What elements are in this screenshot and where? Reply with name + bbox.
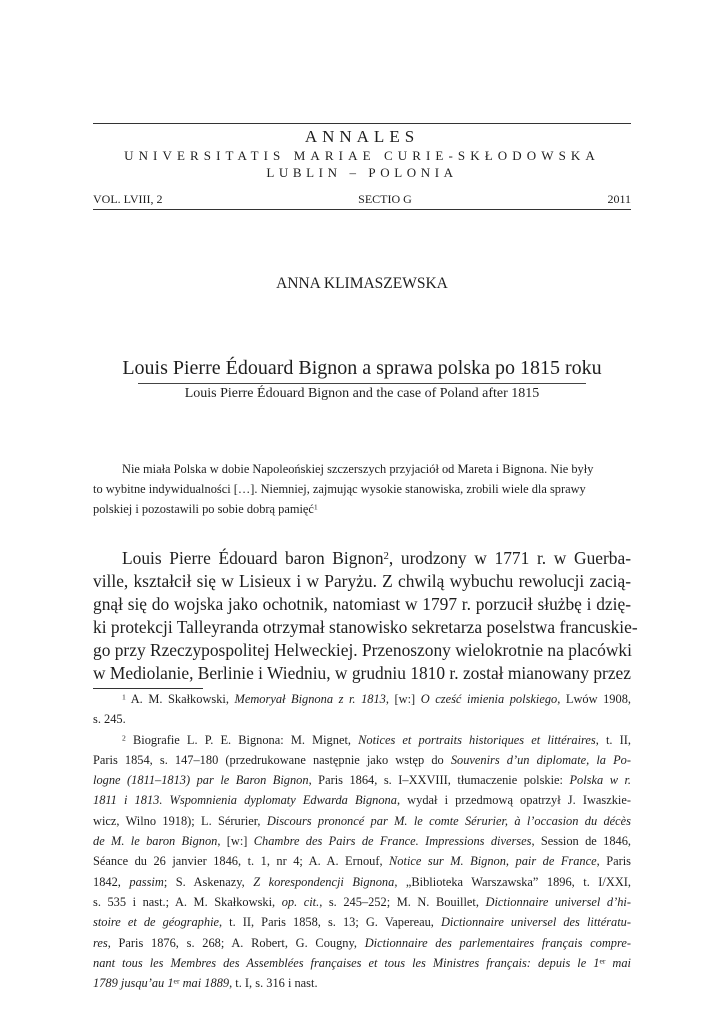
footnote-text: Dictionnaire universel des littératu- [440, 915, 631, 930]
footnote-superscript: er [599, 956, 606, 966]
footnote-text: 1842, [93, 874, 130, 889]
footnote-text: , Paris [596, 854, 631, 869]
footnote-text: , t. I, s. 316 i nast. [229, 976, 318, 991]
footnote-text: Biografie L. P. E. Bignona: M. Mignet, [125, 732, 359, 747]
footnote-text: Polska w r. [569, 773, 631, 788]
header-top-rule [93, 123, 631, 124]
body-line: gnął się do wojska jako ochotnik, natomiast w 1797 r. porzucił służbę i dzię- [93, 594, 631, 614]
epigraph-line [93, 499, 631, 519]
footnote-text: 1789 jusqu’au 1 [93, 976, 174, 991]
footnote-text: res [93, 935, 108, 950]
footnote-line [93, 730, 631, 750]
footnote-text: , s. 245–252; M. N. Bouillet, [319, 894, 486, 909]
footnote-text: mai [605, 955, 631, 970]
body-line: w Mediolanie, Berlinie i Wiedniu, w grudniu 1810 r. został mianowany przez [93, 663, 631, 683]
body-line: go przy Rzeczypospolitej Helweckiej. Przenoszony wielokrotnie na placówki [93, 640, 632, 660]
footnote-text: , Paris 1876, s. 268; A. Robert, G. Cougny, [107, 935, 365, 950]
journal-title: ANNALES [304, 127, 420, 146]
footnote-line [93, 770, 631, 790]
article-author: ANNA KLIMASZEWSKA [276, 275, 448, 292]
body-line [93, 547, 631, 570]
footnote-text: op. cit. [281, 894, 320, 909]
footnote-line [93, 953, 631, 973]
footnote-superscript: er [173, 976, 180, 986]
footnote-line [93, 872, 631, 892]
footnote-line [93, 912, 631, 932]
footnote-text: , Session de 1846, [531, 834, 632, 849]
footnote-ref: 2 [383, 550, 389, 563]
epigraph-line: Nie miała Polska w dobie Napoleońskiej szczerszych przyjaciół od Mareta i Bignona. Nie były [122, 462, 594, 476]
article-title-english: Louis Pierre Édouard Bignon and the case of Poland after 1815 [184, 386, 540, 401]
body-text-run: Louis Pierre Édouard baron Bignon [122, 548, 384, 568]
footnote-text: 1811 i 1813. Wspomnienia dyplomaty Edwarda Bignona [93, 793, 397, 808]
footnotes [93, 689, 631, 993]
article-title-polish: Louis Pierre Édouard Bignon a sprawa polska po 1815 roku [122, 357, 602, 379]
body-text-run: , urodzony w 1771 r. w Guerba- [388, 548, 631, 568]
footnote-line [93, 892, 631, 912]
footnote-text: Chambre des Pairs de France. Impressions diverses [253, 834, 532, 849]
footnote-text: logne (1811–1813) par le Baron Bignon [93, 773, 309, 788]
footnote-text: , [w:] [217, 834, 254, 849]
title-divider [138, 383, 586, 384]
footnote-text: passim [129, 874, 164, 889]
footnote-text: Memoryał Bignona z r. 1813 [234, 692, 386, 706]
footnote-text: Dictionnaire universel d’hi- [485, 894, 631, 909]
issue-meta-row [93, 191, 631, 207]
footnote-text: ; S. Askenazy, [163, 874, 254, 889]
footnote-ref: 1 [313, 502, 318, 512]
section-label: SECTIO G [358, 192, 412, 206]
footnote-text: Souvenirs d’un diplomate, la Po- [450, 752, 631, 767]
footnote-text: de M. le baron Bignon [93, 834, 218, 849]
footnote-text: Discours prononcé par M. le comte Sérurier, à l’occasion du décès [266, 813, 631, 828]
header-bottom-rule [93, 209, 631, 210]
footnote-line: s. 245. [93, 712, 126, 727]
body-paragraph [93, 547, 638, 685]
volume-label: VOL. LVIII, 2 [93, 192, 163, 206]
epigraph-text: polskiej i pozostawili po sobie dobrą pamięć [93, 502, 314, 516]
footnote-text: Z korespondencji Bignona [253, 874, 395, 889]
footnote-text: , „Biblioteka Warszawska” 1896, t. I/XXI, [394, 874, 631, 889]
paper-page [93, 0, 638, 1024]
footnote-line [93, 790, 631, 810]
journal-subtitle: UNIVERSITATIS MARIAE CURIE-SKŁODOWSKA [124, 148, 600, 163]
footnote-line [93, 851, 631, 871]
footnote-number: 1 [122, 692, 126, 702]
footnote-text: , Paris 1864, s. I–XXVIII, tłumaczenie polskie: [308, 773, 570, 788]
footnote-text: , t. II, Paris 1858, s. 13; G. Vapereau, [219, 915, 441, 930]
footnote-text: Dictionnaire des parlementaires français compre- [364, 935, 631, 950]
footnote-text: wicz, Wilno 1918); L. Sérurier, [93, 813, 267, 828]
footnote-text: Paris 1854, s. 147–180 (przedrukowane następnie jako wstęp do [93, 752, 451, 767]
footnote-line [93, 689, 631, 709]
footnote-line [93, 750, 631, 770]
year-label: 2011 [607, 192, 631, 206]
footnote-line [93, 831, 631, 851]
footnote-text: stoire et de géographie [93, 915, 220, 930]
footnote-text: Séance du 26 janvier 1846, t. 1, nr 4; A. A. Ernouf, [93, 854, 390, 869]
footnote-text: nant tous les Membres des Assemblées françaises et tous les Ministres français: depuis le 1 [93, 955, 600, 970]
body-line: ville, kształcił się w Lisieux i w Paryżu. Z chwilą wybuchu rewolucji zacią- [93, 571, 631, 591]
footnote-number: 2 [122, 733, 126, 743]
footnote-text: O cześć imienia polskiego [420, 692, 558, 706]
body-line: ki protekcji Talleyranda otrzymał stanowisko sekretarza poselstwa francuskie- [93, 617, 638, 637]
footnote-text: , [w:] [385, 692, 421, 706]
footnote-line [93, 933, 631, 953]
footnote-line [93, 973, 631, 993]
footnote-text: , t. II, [595, 732, 631, 747]
footnote-text: Notices et portraits historiques et littéraires [358, 732, 596, 747]
journal-location: LUBLIN – POLONIA [266, 165, 458, 180]
footnote-text: mai 1889 [179, 976, 230, 991]
footnote-text: Notice sur M. Bignon, pair de France [389, 854, 597, 869]
footnote-line [93, 811, 631, 831]
footnote-text: A. M. Skałkowski, [125, 692, 235, 706]
footnote-text: , wydał i przedmową opatrzył J. Iwaszkie- [396, 793, 631, 808]
epigraph-line: to wybitne indywidualności […]. Niemniej, zajmując wysokie stanowiska, zrobili wiele dla sprawy [93, 482, 586, 496]
footnote-text: , Lwów 1908, [557, 692, 631, 706]
epigraph [93, 459, 631, 519]
footnote-text: s. 535 i nast.; A. M. Skałkowski, [93, 894, 282, 909]
